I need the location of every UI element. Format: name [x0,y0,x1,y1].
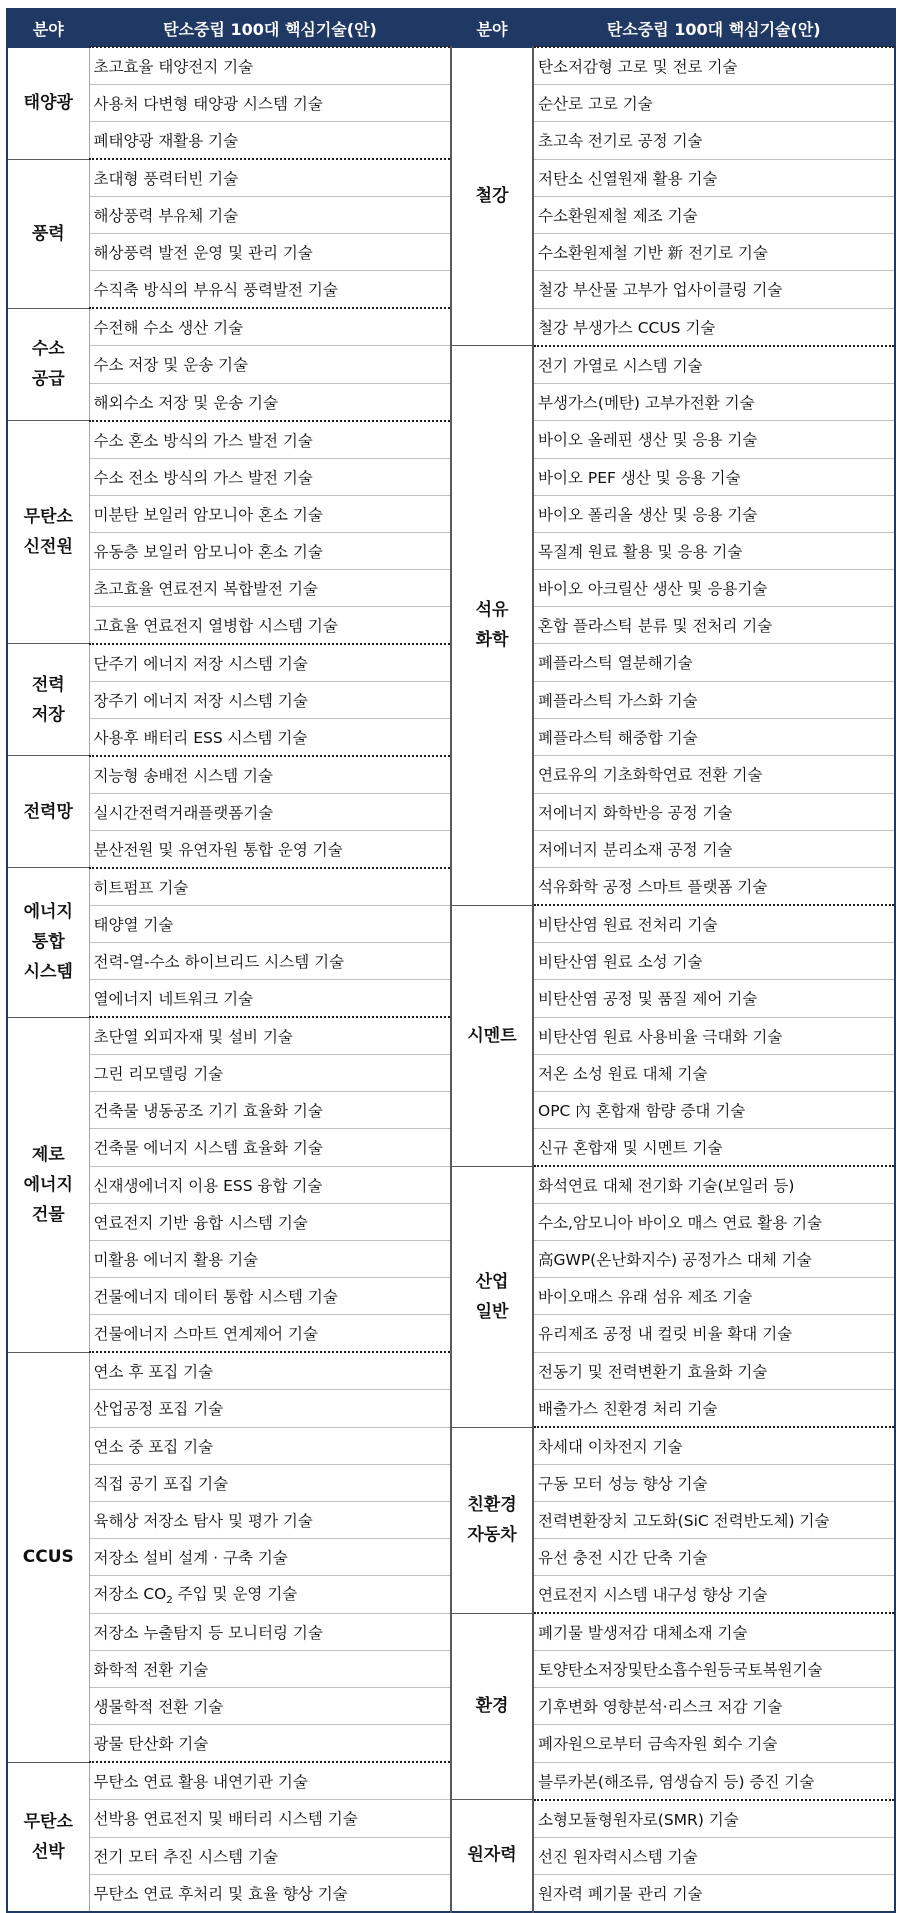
right-technology-cell: 목질계 원료 활용 및 응용 기술 [533,532,895,569]
left-technology-cell: 해상풍력 부유체 기술 [89,197,451,234]
table-row [7,1427,895,1465]
header-technology-right: 탄소중립 100대 핵심기술(안) [533,9,895,47]
left-category-cell: 풍력 [7,159,89,308]
right-technology-cell: 연료전지 시스템 내구성 향상 기술 [533,1576,895,1614]
left-technology-cell: 사용후 배터리 ESS 시스템 기술 [89,718,451,756]
right-category-cell: 철강 [451,47,533,346]
left-category-cell: 에너지 통합 시스템 [7,868,89,1018]
right-technology-cell: 바이오 PEF 생산 및 응용 기술 [533,458,895,495]
left-category-cell: 무탄소 선박 [7,1762,89,1912]
right-technology-cell: 폐플라스틱 해중합 기술 [533,718,895,756]
left-technology-cell: 저장소 설비 설계 · 구축 기술 [89,1539,451,1576]
table-body [7,47,895,1912]
right-technology-cell: OPC 內 혼합재 함량 증대 기술 [533,1092,895,1129]
right-technology-cell: 블루카본(해조류, 염생습지 등) 증진 기술 [533,1762,895,1800]
left-technology-cell: 미분탄 보일러 암모니아 혼소 기술 [89,495,451,532]
left-technology-cell: 초고효율 태양전지 기술 [89,47,451,85]
header-category-right: 분야 [451,9,533,47]
table-row [7,1613,895,1651]
left-category-cell: 무탄소 신전원 [7,421,89,644]
right-technology-cell: 원자력 폐기물 관리 기술 [533,1874,895,1912]
left-category-cell: CCUS [7,1352,89,1762]
left-technology-cell: 저장소 누출탐지 등 모니터링 기술 [89,1613,451,1651]
left-technology-cell: 지능형 송배전 시스템 기술 [89,756,451,794]
left-technology-cell: 연소 후 포집 기술 [89,1352,451,1390]
left-technology-cell: 장주기 에너지 저장 시스템 기술 [89,681,451,718]
right-technology-cell: 유선 충전 시간 단축 기술 [533,1539,895,1576]
right-technology-cell: 폐자원으로부터 금속자원 회수 기술 [533,1725,895,1763]
right-technology-cell: 기후변화 영향분석·리스크 저감 기술 [533,1688,895,1725]
left-technology-cell: 저장소 $CO_2$ 주입 및 운영 기술 [89,1576,451,1614]
right-technology-cell: 배출가스 친환경 처리 기술 [533,1390,895,1428]
right-technology-cell: 저에너지 분리소재 공정 기술 [533,830,895,868]
right-category-cell: 원자력 [451,1800,533,1912]
right-technology-cell: 토양탄소저장및탄소흡수원등국토복원기술 [533,1651,895,1688]
left-technology-cell: 실시간전력거래플랫폼기술 [89,793,451,830]
table-row [7,905,895,943]
right-technology-cell: 화석연료 대체 전기화 기술(보일러 등) [533,1166,895,1204]
left-technology-cell: 수직축 방식의 부유식 풍력발전 기술 [89,271,451,309]
right-technology-cell: 수소환원제철 제조 기술 [533,197,895,234]
left-technology-cell: 연소 중 포집 기술 [89,1427,451,1465]
left-technology-cell: 건축물 냉동공조 기기 효율화 기술 [89,1092,451,1129]
right-category-cell: 시멘트 [451,905,533,1166]
right-technology-cell: 전동기 및 전력변환기 효율화 기술 [533,1352,895,1390]
right-technology-cell: 바이오매스 유래 섬유 제조 기술 [533,1278,895,1315]
right-technology-cell: 연료유의 기초화학연료 전환 기술 [533,756,895,794]
right-technology-cell: 수소환원제철 기반 新 전기로 기술 [533,234,895,271]
header-category-left: 분야 [7,9,89,47]
right-technology-cell: 바이오 아크릴산 생산 및 응용기술 [533,569,895,606]
left-technology-cell: 수소 전소 방식의 가스 발전 기술 [89,458,451,495]
right-technology-cell: 비탄산염 원료 전처리 기술 [533,905,895,943]
right-technology-cell: 전력변환장치 고도화(SiC 전력반도체) 기술 [533,1502,895,1539]
left-category-cell: 태양광 [7,47,89,159]
right-category-cell: 석유 화학 [451,346,533,906]
left-technology-cell: 미활용 에너지 활용 기술 [89,1241,451,1278]
left-technology-cell: 그린 리모델링 기술 [89,1055,451,1092]
left-technology-cell: 수소 저장 및 운송 기술 [89,346,451,384]
table-row [7,1800,895,1838]
left-technology-cell: 전기 모터 추진 시스템 기술 [89,1837,451,1874]
right-technology-cell: 폐플라스틱 열분해기술 [533,644,895,682]
right-technology-cell: 철강 부생가스 CCUS 기술 [533,308,895,346]
right-category-cell: 환경 [451,1613,533,1800]
left-technology-cell: 사용처 다변형 태양광 시스템 기술 [89,85,451,122]
right-technology-cell: 초고속 전기로 공정 기술 [533,122,895,160]
left-technology-cell: 해상풍력 발전 운영 및 관리 기술 [89,234,451,271]
left-technology-cell: 고효율 연료전지 열병합 시스템 기술 [89,606,451,644]
left-technology-cell: 직접 공기 포집 기술 [89,1465,451,1502]
right-technology-cell: 탄소저감형 고로 및 전로 기술 [533,47,895,85]
left-technology-cell: 열에너지 네트워크 기술 [89,980,451,1018]
left-technology-cell: 생물학적 전환 기술 [89,1688,451,1725]
left-technology-cell: 선박용 연료전지 및 배터리 시스템 기술 [89,1800,451,1838]
left-technology-cell: 초단열 외피자재 및 설비 기술 [89,1017,451,1055]
right-technology-cell: 폐플라스틱 가스화 기술 [533,681,895,718]
left-technology-cell: 분산전원 및 유연자원 통합 운영 기술 [89,830,451,868]
left-technology-cell: 광물 탄산화 기술 [89,1725,451,1763]
left-technology-cell: 유동층 보일러 암모니아 혼소 기술 [89,532,451,569]
right-technology-cell: 저탄소 신열원재 활용 기술 [533,159,895,197]
left-technology-cell: 초고효율 연료전지 복합발전 기술 [89,569,451,606]
right-technology-cell: 高GWP(온난화지수) 공정가스 대체 기술 [533,1241,895,1278]
right-technology-cell: 폐기물 발생저감 대체소재 기술 [533,1613,895,1651]
right-technology-cell: 혼합 플라스틱 분류 및 전처리 기술 [533,606,895,644]
right-technology-cell: 비탄산염 공정 및 품질 제어 기술 [533,980,895,1018]
right-category-cell: 친환경 자동차 [451,1427,533,1613]
right-category-cell: 산업 일반 [451,1166,533,1427]
left-technology-cell: 화학적 전환 기술 [89,1651,451,1688]
right-technology-cell: 유리제조 공정 내 컬릿 비율 확대 기술 [533,1315,895,1353]
right-technology-cell: 수소,암모니아 바이오 매스 연료 활용 기술 [533,1204,895,1241]
right-technology-cell: 바이오 폴리올 생산 및 응용 기술 [533,495,895,532]
right-technology-cell: 바이오 올레핀 생산 및 응용 기술 [533,421,895,459]
left-technology-cell: 무탄소 연료 활용 내연기관 기술 [89,1762,451,1800]
right-technology-cell: 차세대 이차전지 기술 [533,1427,895,1465]
right-technology-cell: 전기 가열로 시스템 기술 [533,346,895,384]
header-technology-left: 탄소중립 100대 핵심기술(안) [89,9,451,47]
left-technology-cell: 태양열 기술 [89,905,451,943]
right-technology-cell: 석유화학 공정 스마트 플랫폼 기술 [533,868,895,906]
left-technology-cell: 해외수소 저장 및 운송 기술 [89,383,451,421]
left-technology-cell: 수전해 수소 생산 기술 [89,308,451,346]
left-technology-cell: 수소 혼소 방식의 가스 발전 기술 [89,421,451,459]
left-technology-cell: 폐태양광 재활용 기술 [89,122,451,160]
left-technology-cell: 신재생에너지 이용 ESS 융합 기술 [89,1166,451,1204]
left-technology-cell: 초대형 풍력터빈 기술 [89,159,451,197]
right-technology-cell: 비탄산염 원료 사용비율 극대화 기술 [533,1017,895,1055]
left-technology-cell: 무탄소 연료 후처리 및 효율 향상 기술 [89,1874,451,1912]
technology-table [6,8,896,1913]
right-technology-cell: 철강 부산물 고부가 업사이클링 기술 [533,271,895,309]
right-technology-cell: 구동 모터 성능 향상 기술 [533,1465,895,1502]
left-technology-cell: 산업공정 포집 기술 [89,1390,451,1428]
left-technology-cell: 건물에너지 스마트 연계제어 기술 [89,1315,451,1353]
right-technology-cell: 저에너지 화학반응 공정 기술 [533,793,895,830]
right-technology-cell: 신규 혼합재 및 시멘트 기술 [533,1129,895,1167]
left-category-cell: 전력 저장 [7,644,89,756]
right-technology-cell: 소형모듈형원자로(SMR) 기술 [533,1800,895,1838]
technology-table-sheet [6,8,894,1913]
left-category-cell: 전력망 [7,756,89,868]
right-technology-cell: 부생가스(메탄) 고부가전환 기술 [533,383,895,421]
left-category-cell: 수소 공급 [7,308,89,421]
left-technology-cell: 연료전지 기반 융합 시스템 기술 [89,1204,451,1241]
left-category-cell: 제로 에너지 건물 [7,1017,89,1352]
table-row [7,1166,895,1204]
table-row [7,47,895,85]
right-technology-cell: 선진 원자력시스템 기술 [533,1837,895,1874]
left-technology-cell: 단주기 에너지 저장 시스템 기술 [89,644,451,682]
left-technology-cell: 건물에너지 데이터 통합 시스템 기술 [89,1278,451,1315]
right-technology-cell: 비탄산염 원료 소성 기술 [533,943,895,980]
right-technology-cell: 저온 소성 원료 대체 기술 [533,1055,895,1092]
header-row [7,9,895,47]
left-technology-cell: 건축물 에너지 시스템 효율화 기술 [89,1129,451,1167]
left-technology-cell: 육해상 저장소 탐사 및 평가 기술 [89,1502,451,1539]
left-technology-cell: 히트펌프 기술 [89,868,451,906]
left-technology-cell: 전력-열-수소 하이브리드 시스템 기술 [89,943,451,980]
right-technology-cell: 순산로 고로 기술 [533,85,895,122]
table-row [7,346,895,384]
